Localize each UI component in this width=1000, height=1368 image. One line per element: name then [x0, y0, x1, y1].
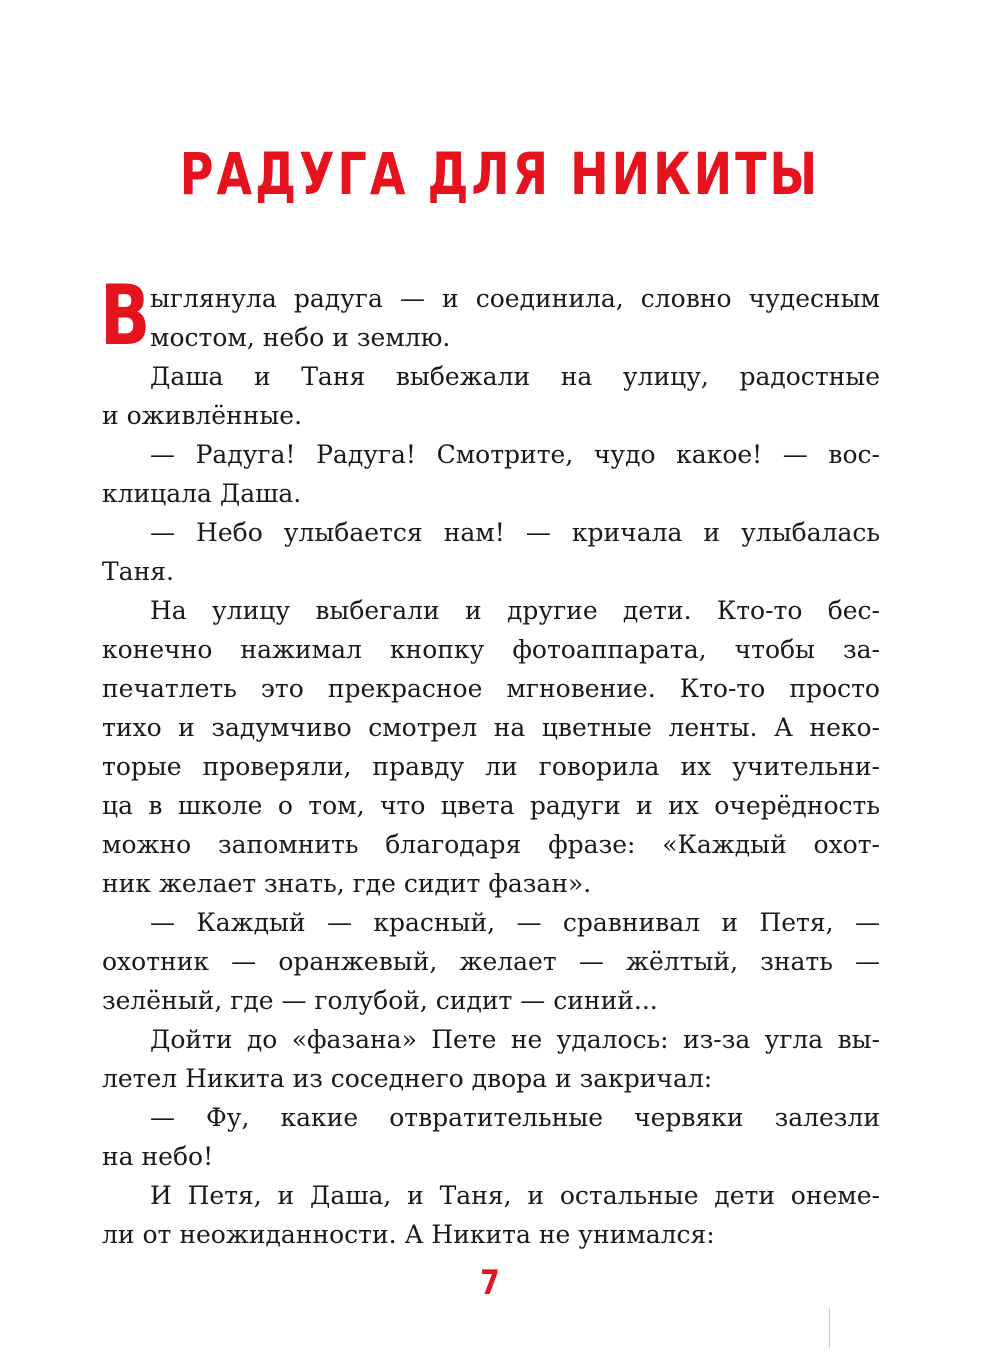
page-edge-divider: [829, 1308, 830, 1348]
text-line: и оживлённые.: [102, 401, 303, 430]
text-line: Дойти до «фазана» Пете не удалось: из-за угла вы-: [150, 1025, 880, 1054]
text-line: ли от неожиданности. А Никита не унимался:: [102, 1220, 715, 1249]
drop-cap: В: [100, 267, 151, 364]
text-line: — Фу, какие отвратительные червяки залезли: [150, 1103, 880, 1132]
body-text: [102, 279, 880, 1254]
text-line: можно запомнить благодаря фразе: «Каждый охот-: [102, 830, 880, 859]
text-line: конечно нажимал кнопку фотоаппарата, чтобы за-: [102, 635, 880, 664]
text-line: клицала Даша.: [102, 479, 302, 508]
text-line: ца в школе о том, что цвета радуги и их очерёдность: [102, 791, 880, 820]
text-line: — Радуга! Радуга! Смотрите, чудо какое! — вос-: [150, 440, 880, 469]
text-line: на небо!: [102, 1142, 214, 1171]
text-line: Даша и Таня выбежали на улицу, радостные: [150, 362, 880, 391]
text-line: мостом, небо и землю.: [150, 323, 451, 352]
text-line: зелёный, где — голубой, сидит — синий...: [102, 986, 658, 1015]
text-line: На улицу выбегали и другие дети. Кто-то бес-: [150, 596, 880, 625]
text-line: торые проверяли, правду ли говорила их учительни-: [102, 752, 880, 781]
text-line: — Каждый — красный, — сравнивал и Петя, —: [150, 908, 880, 937]
text-line: И Петя, и Даша, и Таня, и остальные дети онеме-: [150, 1181, 880, 1210]
page-number: 7: [480, 1262, 500, 1303]
text-line: печатлеть это прекрасное мгновение. Кто-то просто: [102, 674, 880, 703]
text-line: тихо и задумчиво смотрел на цветные ленты. А неко-: [102, 713, 880, 742]
chapter-title: РАДУГА ДЛЯ НИКИТЫ: [179, 140, 821, 208]
text-line: летел Никита из соседнего двора и закричал:: [102, 1064, 713, 1093]
text-line: охотник — оранжевый, желает — жёлтый, знать —: [102, 947, 880, 976]
text-line: ник желает знать, где сидит фазан».: [102, 869, 592, 898]
text-line: Таня.: [102, 557, 174, 586]
text-line: ыглянула радуга — и соединила, словно чудесным: [150, 284, 880, 313]
text-line: — Небо улыбается нам! — кричала и улыбалась: [150, 518, 880, 547]
